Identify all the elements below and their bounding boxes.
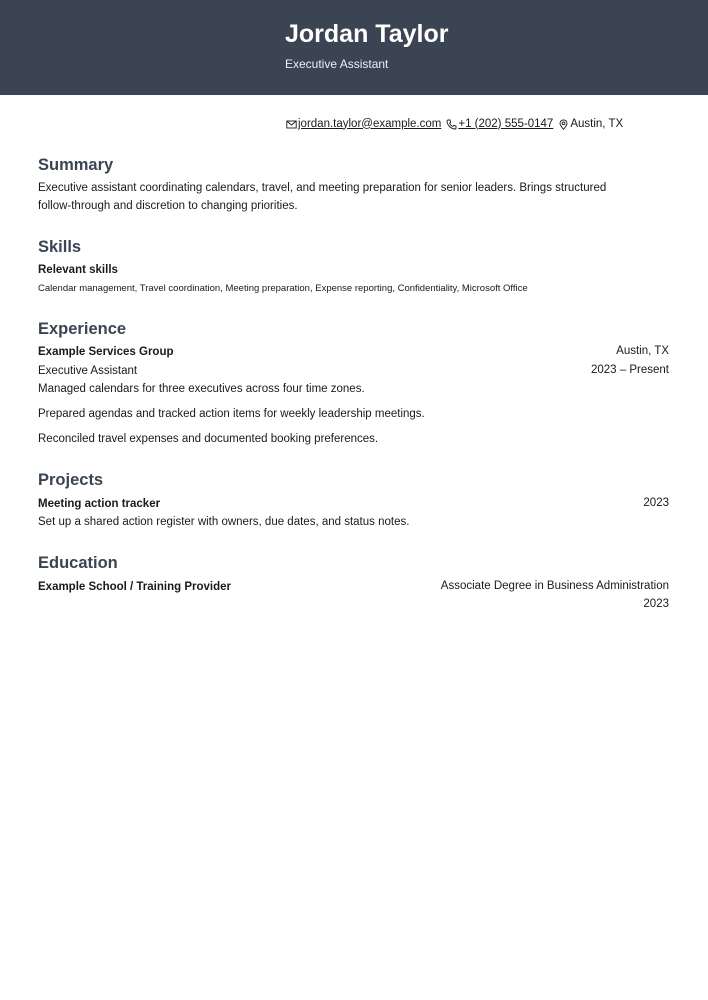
location-text: Austin, TX [570,117,624,130]
location-pin-icon [558,119,569,130]
experience-location: Austin, TX [616,345,669,357]
skills-heading: Skills [38,238,82,256]
candidate-name: Jordan Taylor [285,20,449,48]
experience-dates: 2023 – Present [590,364,669,376]
candidate-title: Executive Assistant [285,57,389,71]
education-degree: Associate Degree in Business Administration [440,580,669,592]
education-heading: Education [38,554,118,572]
summary-line-1: Executive assistant coordinating calendars, travel, and meeting preparation for senior leaders. Brings structured [38,182,607,194]
resume-header [0,0,708,95]
project-name: Meeting action tracker [38,498,161,510]
phone-icon [446,119,457,130]
education-school: Example School / Training Provider [38,581,231,593]
experience-bullet: Reconciled travel expenses and documented booking preferences. [38,433,379,445]
email-link[interactable]: jordan.taylor@example.com [298,117,442,130]
summary-heading: Summary [38,156,114,174]
experience-company: Example Services Group [38,346,174,358]
contact-bar [286,117,628,130]
skills-group-label: Relevant skills [38,264,118,276]
experience-bullet: Prepared agendas and tracked action items for weekly leadership meetings. [38,408,425,420]
experience-heading: Experience [38,320,127,338]
project-year: 2023 [643,497,669,509]
phone-link[interactable]: +1 (202) 555-0147 [458,117,554,130]
project-description: Set up a shared action register with owners, due dates, and status notes. [38,516,410,528]
contact-location [558,117,623,130]
summary-line-2: follow-through and discretion to changing priorities. [38,200,298,212]
skills-list: Calendar management, Travel coordination, Meeting preparation, Expense reporting, Confidentiality, Microsoft Office [38,283,528,294]
experience-bullet: Managed calendars for three executives across four time zones. [38,383,365,395]
experience-position: Executive Assistant [38,365,138,377]
contact-email [286,117,441,130]
projects-heading: Projects [38,471,104,489]
mail-icon [286,119,297,130]
education-year: 2023 [643,598,669,610]
contact-phone [446,117,553,130]
